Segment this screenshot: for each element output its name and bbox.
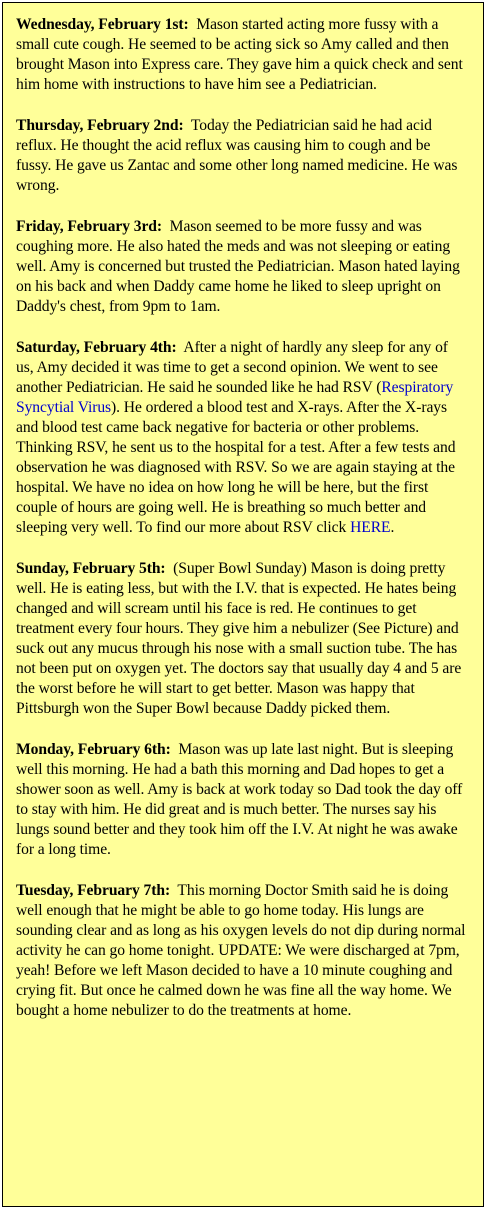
entry-text: ). He ordered a blood test and X-rays. After the X-rays and blood test came back negative for bacteria or other problems. Thinking RSV, he sent us to the hospital for a test. After a few tests and observation he was diagnosed with RSV. So we are again staying at the hospital. We have no idea on how long he will be here, but the first couple of hours are going well. He is breathing so much better and sleeping very well. To find our more about RSV click xyxy=(16,399,456,536)
entry-date: Sunday, February 5th: xyxy=(16,560,166,577)
entry-date: Friday, February 3rd: xyxy=(16,218,163,235)
entry-wednesday xyxy=(16,15,469,95)
entry-text: . xyxy=(390,519,395,536)
entry-tuesday xyxy=(16,881,469,1021)
rsv-info-link[interactable]: HERE xyxy=(350,519,391,536)
entry-sunday xyxy=(16,559,469,719)
entry-saturday xyxy=(16,338,469,538)
entry-date: Wednesday, February 1st: xyxy=(16,16,189,33)
entry-date: Saturday, February 4th: xyxy=(16,339,177,356)
rsv-definition-link[interactable]: Respiratory Syncytial Virus xyxy=(16,379,454,416)
entry-date: Monday, February 6th: xyxy=(16,741,171,758)
entry-text: After a night of hardly any sleep for any of us, Amy decided it was time to get a second opinion. We went to see another Pediatrician. He said he sounded like he had RSV ( xyxy=(16,339,448,396)
entry-friday xyxy=(16,217,469,317)
entry-date: Thursday, February 2nd: xyxy=(16,117,184,134)
entry-monday xyxy=(16,740,469,860)
entry-date: Tuesday, February 7th: xyxy=(16,882,171,899)
entry-thursday xyxy=(16,116,469,196)
entry-text: Mason started acting more fussy with a small cute cough. He seemed to be acting sick so Amy called and then brought Mason into Express care. They gave him a quick check and sent him home with instructions to have him see a Pediatrician. xyxy=(16,16,463,93)
entry-text: Mason was up late last night. But is sleeping well this morning. He had a bath this morning and Dad hopes to get a shower soon as well. Amy is back at work today so Dad took the day off to stay with him. He did great and is much better. The nurses say his lungs sound better and they took him off the I.V. At night he was awake for a long time. xyxy=(16,741,463,858)
entry-text: Mason seemed to be more fussy and was coughing more. He also hated the meds and was not sleeping or eating well. Amy is concerned but trusted the Pediatrician. Mason hated laying on his back and when Daddy came home he liked to sleep upright on Daddy's chest, from 9pm to 1am. xyxy=(16,218,460,315)
journal-panel xyxy=(2,2,484,1207)
entry-text: (Super Bowl Sunday) Mason is doing pretty well. He is eating less, but with the I.V. that is expected. He hates being changed and will scream until his face is red. He continues to get treatment every four hours. They give him a nebulizer (See Picture) and suck out any mucus through his nose with a small suction tube. The has not been put on oxygen yet. The doctors say that usually day 4 and 5 are the worst before he will start to get better. Mason was happy that Pittsburgh won the Super Bowl because Daddy picked them. xyxy=(16,560,462,717)
entry-text: This morning Doctor Smith said he is doing well enough that he might be able to go home today. His lungs are sounding clear and as long as his oxygen levels do not dip during normal activity he can go home tonight. UPDATE: We were discharged at 7pm, yeah! Before we left Mason decided to have a 10 minute coughing and crying fit. But once he calmed down he was fine all the way home. We bought a home nebulizer to do the treatments at home. xyxy=(16,882,466,1019)
entry-text: Today the Pediatrician said he had acid reflux. He thought the acid reflux was causing him to cough and be fussy. He gave us Zantac and some other long named medicine. He was wrong. xyxy=(16,117,458,194)
